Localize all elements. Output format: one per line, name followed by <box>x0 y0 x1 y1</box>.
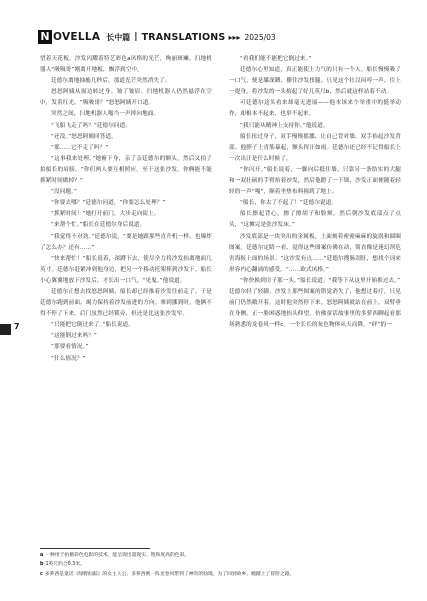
section-cn-title: 长中篇 <box>106 32 131 42</box>
paragraph: 怒怒阿姨从窗边转过身。皱了皱眉。扫地机器人仍然悬浮在空中，发着红光。“吸吸哥？”怒怒阿姨开口道。 <box>40 89 212 107</box>
page-marker-block <box>0 324 11 335</box>
paragraph: 廷德尔心里知道，真正能使上力气的只有一个人。船长慢慢吸了一口气，便是膝深蹲，攥住沙发扭腿。只见这个壮汉闷哼一声，往上一提身，将沙发的一头抬起了好几英尺b，然后就这样站着不动。 <box>229 67 401 96</box>
magazine-logo-box: N <box>38 30 52 44</box>
magazine-logo-text: OVELLA <box>53 31 101 43</box>
paragraph: 廷德尔轻了轻脚。沙发上那些图案的错觉消失了；他想过着疗，只见前门仍然敞开着，这时他突然停下来。怒怒阿姨就站在前上，双臂垂在身侧。正一脸困惑地抬头仰望，仿佛童话故事里的多萝西聊起看那场熟悉的龙卷风一样c。一个长长的灰色物体从天而降，“砰”的一 <box>229 288 401 329</box>
paragraph: “那要看情况。” <box>51 344 89 351</box>
footnote-mark: b <box>40 562 44 568</box>
left-text-column <box>40 54 212 365</box>
paragraph: “还没。”怒怒阿姨回答道。 <box>51 133 117 140</box>
paragraph: 廷德尔正想去找怒怒阿姨，船长却已经推着沙发往前走了。于是廷德尔跑到前面，竭力保持着沙发前进的方向。寨到挪到时，他俩不得不停了下来。后门虽然已经锁旁，但还是比这张沙发窄。 <box>40 288 212 318</box>
paragraph: “什么情况？” <box>51 355 86 362</box>
paragraph: “抓紧时间！”她打开前门，大步走向街上。 <box>51 211 160 218</box>
footnote-text: 1英尺约合0.3米。 <box>45 562 85 568</box>
issue-date: 2025/03 <box>244 32 276 42</box>
paragraph: 突然之间，扫地机器人嗡当一声摔向地面。 <box>51 111 160 118</box>
footnote-text: 一种用于拍摄彩色电影的技术，能呈现出超现实、饱和度高的色彩。 <box>45 553 190 558</box>
footnote <box>40 551 410 560</box>
header-separator: | <box>134 32 138 42</box>
paragraph: “快来帮忙！”船长说着，深蹲下去，使尽全力将沙发抬离地面几英寸。廷德尔赶紧冲到他身边，把另一个移动托架摔到沙发下。船长小心翼翼地放下沙发后，才长出一口气。“见鬼。”他说道。 <box>40 255 212 284</box>
paragraph: 沙发底部是一块突出的金属板，上面刻着密密麻麻的旋涡和圆圈图案。廷德尔定睛一看，觉得这些图案仿佛在动，简直像是迷幻剂危害海报上面的场景。“这沙发有点……”廷德尔搜肠刮肚，想找个词来形容内心翻涌的感受。“……欧式风格。” <box>229 233 401 273</box>
paragraph: “来帮个忙。”船长在廷德尔身后说道。 <box>51 222 146 229</box>
paragraph: 望着天花板。沙发闪耀着特艺彩色a风格的光芒，绚丽斑斓。扫地机器人“吸吸哥”刚离开地板，飘浮到空中。 <box>40 56 212 74</box>
footnote-divider <box>40 548 150 549</box>
footnote <box>40 570 410 579</box>
footnotes <box>40 548 410 579</box>
footnote <box>40 560 410 569</box>
paragraph: “这能倒过来吗？” <box>51 333 97 340</box>
paragraph: “没问题。” <box>51 189 77 196</box>
paragraph: 可廷德尔这头看来却毫无进展——他本该来个举重中的挺举动作，却根本不起来，也举不起来。 <box>229 100 401 118</box>
magazine-header <box>38 28 276 46</box>
section-title: TRANSLATIONS <box>141 31 226 43</box>
paragraph: “船长，你太了不起了！”廷德尔说道。 <box>240 200 338 207</box>
footnote-text: 多萝西是童话《绿野仙踪》的女主人公，多萝西被一阵龙卷风带到了神奇的仙境，为了回到故乡，她踏上了冒险之路。 <box>44 571 295 577</box>
paragraph: “只能把它倒过来了。”船长说道。 <box>51 322 134 329</box>
paragraph: 船长擦起背心，擦了擦胡子和脸颊，然后朝沙发底部点了点头，“这摊完是张沙发床。” <box>229 211 401 229</box>
paragraph: “这事我来处理。”她俯下身，亲了亲廷德尔的额头，然后又拍了拍船长的肩膀，“你们两人要互相照应。至于这张沙发，你俩能不能抓紧时间做掉？” <box>40 155 212 185</box>
triple-arrow-icon: ▸▸▸ <box>228 32 241 42</box>
footnote-list <box>40 551 410 579</box>
paragraph: “那……它不走了吗？” <box>51 144 109 151</box>
paragraph: “你快换到房子那一头。”船长说道。“我等下从这里开始推过去。” <box>240 277 401 284</box>
paragraph: 廷德尔离地抽搐几秒后，那道光芒突然消失了。 <box>51 78 171 85</box>
paragraph: 船长扭过身子，双手慢慢摇挪，让自己背对墙。双手抬起沙发背部。他脖子上青筋暴起，额头挥汗如雨。廷德尔还已经不记得船长上一次出汗是什么时候了。 <box>229 133 401 162</box>
paragraph: “我只能从精神上支持你。”他说道。 <box>240 122 329 129</box>
paragraph: “你要去哪？”廷德尔问道，“你要怎么处理？” <box>51 200 166 207</box>
page-number: 7 <box>14 322 20 331</box>
paragraph: “飞船飞走了吗？”廷德尔问道。 <box>51 122 132 129</box>
footnote-mark: a <box>40 553 44 558</box>
paragraph: “看我们能不能把它倒过来。” <box>240 56 312 62</box>
paragraph: “你闪开。”船长说着，一脚向后抵住墙。只靠另一条结实的大腿和一双壮硕的手臂抬着沙发，然后他蹬了一下墙，沙发正面便随着轻轻的一声“嘎”，顺着坐垫布料撞到了地上。 <box>229 166 401 196</box>
paragraph: “我觉得不对劲。”廷德尔说，“要是她跟那些直升机一样，也爆炸了怎么办？还有……” <box>40 233 212 251</box>
footnote-mark: c <box>40 571 43 577</box>
right-text-column <box>229 54 401 331</box>
